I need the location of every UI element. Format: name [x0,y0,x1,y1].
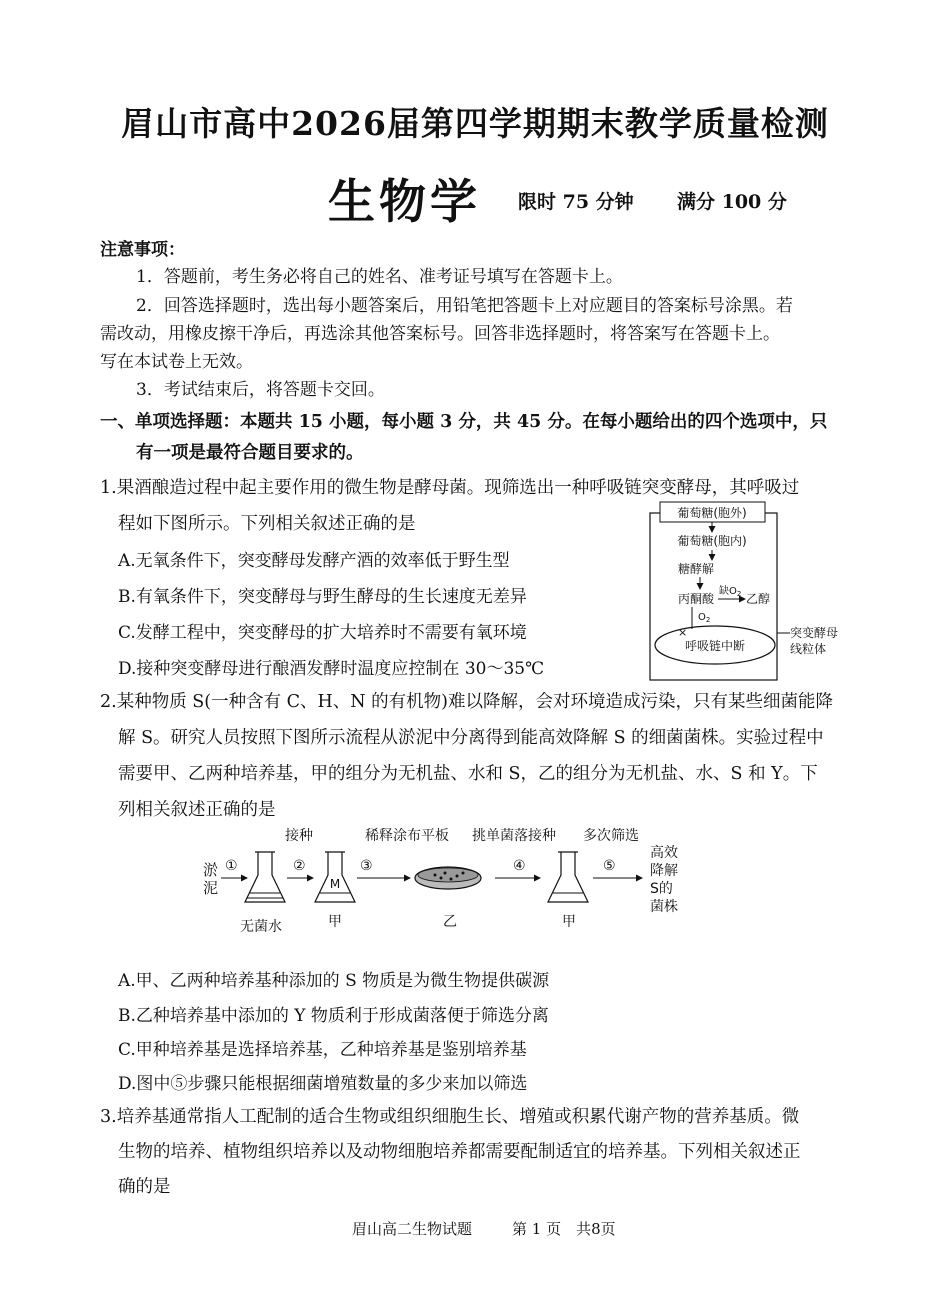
q2-stem-line2: 解 S。研究人员按照下图所示流程从淤泥中分离得到能高效降解 S 的细菌菌株。实验过程中 [118,728,824,748]
result-line-3: S的 [650,881,673,897]
isolation-flow-diagram [195,820,715,945]
q3-stem-line3: 确的是 [118,1177,171,1197]
lack-o2-label: 缺$O_2$ [719,586,742,598]
page-number: 第 1 页 共8页 [512,1220,616,1238]
mito-label-2: 线粒体 [790,642,827,656]
step2-label: ② [293,858,306,874]
q1-option-c: C.发酵工程中，突变酵母的扩大培养时不需要有氧环境 [118,623,527,643]
jia-label-1: 甲 [328,914,342,930]
flask-sterile-water [245,852,285,902]
yi-label: 乙 [443,914,457,930]
flask-m-label: M [329,877,341,891]
q2-option-b: B.乙种培养基中添加的 Y 物质利于形成菌落便于筛选分离 [118,1006,549,1026]
ethanol-label: 乙醇 [746,592,771,606]
sludge-label-1: 淤 [203,861,219,879]
respiration-diagram [640,497,880,687]
footer-title: 眉山高二生物试题 [352,1220,473,1238]
q3-stem-line2: 生物的培养、植物组织培养以及动物细胞培养都需要配制适宜的培养基。下列相关叙述正 [118,1142,801,1162]
q1-option-d: D.接种突变酵母进行酿酒发酵时温度应控制在 30～35℃ [118,659,545,679]
step1-label: ① [225,858,238,874]
glucose-in-label: 葡萄糖(胞内) [677,534,747,548]
q2-option-d: D.图中⑤步骤只能根据细菌增殖数量的多少来加以筛选 [118,1074,528,1094]
jia-label-2: 甲 [562,914,576,930]
step3-label: ③ [360,858,373,874]
notice-item-3: 3．考试结束后，将答题卡交回。 [136,380,385,400]
q1-stem-line2: 程如下图所示。下列相关叙述正确的是 [118,514,416,534]
result-line-2: 降解 [650,863,678,879]
notice-item-2: 2．回答选择题时，选出每小题答案后，用铅笔把答题卡上对应题目的答案标号涂黑。若 [136,296,793,316]
section-heading-line2: 有一项是最符合题目要求的。 [136,443,364,463]
o2-label: $O_2$ [698,612,711,624]
step4-label: ④ [513,858,526,874]
q2-option-c: C.甲种培养基是选择培养基，乙种培养基是鉴别培养基 [118,1040,527,1060]
notice-heading: 注意事项： [100,240,185,260]
notice-item-2-end: 写在本试卷上无效。 [100,352,253,372]
q3-stem-line1: 3.培养基通常指人工配制的适合生物或组织细胞生长、增殖或积累代谢产物的营养基质。微 [100,1107,800,1127]
q2-stem-line4: 列相关叙述正确的是 [118,800,276,820]
inoculate-label: 接种 [285,828,313,844]
cross-mark: × [678,626,688,639]
flask-medium-jia-2 [548,852,588,902]
notice-item-1: 1．答题前，考生务必将自己的姓名、准考证号填写在答题卡上。 [136,267,623,287]
q2-stem-line1: 2.某种物质 S(一种含有 C、H、N 的有机物)难以降解，会对环境造成污染，只有某些细菌能降 [100,692,833,712]
glycolysis-label: 糖酵解 [678,562,715,576]
q1-option-a: A.无氧条件下，突变酵母发酵产酒的效率低于野生型 [118,551,510,571]
q1-stem-line1: 1.果酒酿造过程中起主要作用的微生物是酵母菌。现筛选出一种呼吸链突变酵母，其呼吸过 [100,478,800,498]
q2-stem-line3: 需要甲、乙两种培养基，甲的组分为无机盐、水和 S，乙的组分为无机盐、水、S 和 Y。下 [118,764,818,784]
pick-colony-label: 挑单菌落接种 [472,828,556,844]
result-line-4: 菌株 [650,899,678,915]
full-score: 满分 100 分 [677,191,787,213]
step5-label: ⑤ [603,858,616,874]
section-heading-line1: 一、单项选择题：本题共 15 小题，每小题 3 分，共 45 分。在每小题给出的四个选项中，只 [100,412,828,432]
dilute-spread-label: 稀释涂布平板 [365,828,449,844]
glucose-out-label: 葡萄糖(胞外) [677,506,747,520]
q1-option-b: B.有氧条件下，突变酵母与野生酵母的生长速度无差异 [118,587,527,607]
multi-screen-label: 多次筛选 [583,828,639,844]
mito-label-1: 突变酵母 [790,626,839,640]
notice-item-2-cont: 需改动，用橡皮擦干净后，再选涂其他答案标号。回答非选择题时，将答案写在答题卡上。 [100,324,780,344]
pyruvate-label: 丙酮酸 [678,592,715,606]
sterile-water-label: 无菌水 [240,919,282,935]
q2-option-a: A.甲、乙两种培养基种添加的 S 物质是为微生物提供碳源 [118,971,550,991]
exam-title: 眉山市高中2026届第四学期期末教学质量检测 [121,104,829,143]
time-limit: 限时 75 分钟 [518,191,634,213]
subject-title: 生物学 [328,175,481,230]
chain-break-label: 呼吸链中断 [684,639,746,653]
sludge-label-2: 泥 [203,879,219,897]
result-line-1: 高效 [650,845,678,861]
